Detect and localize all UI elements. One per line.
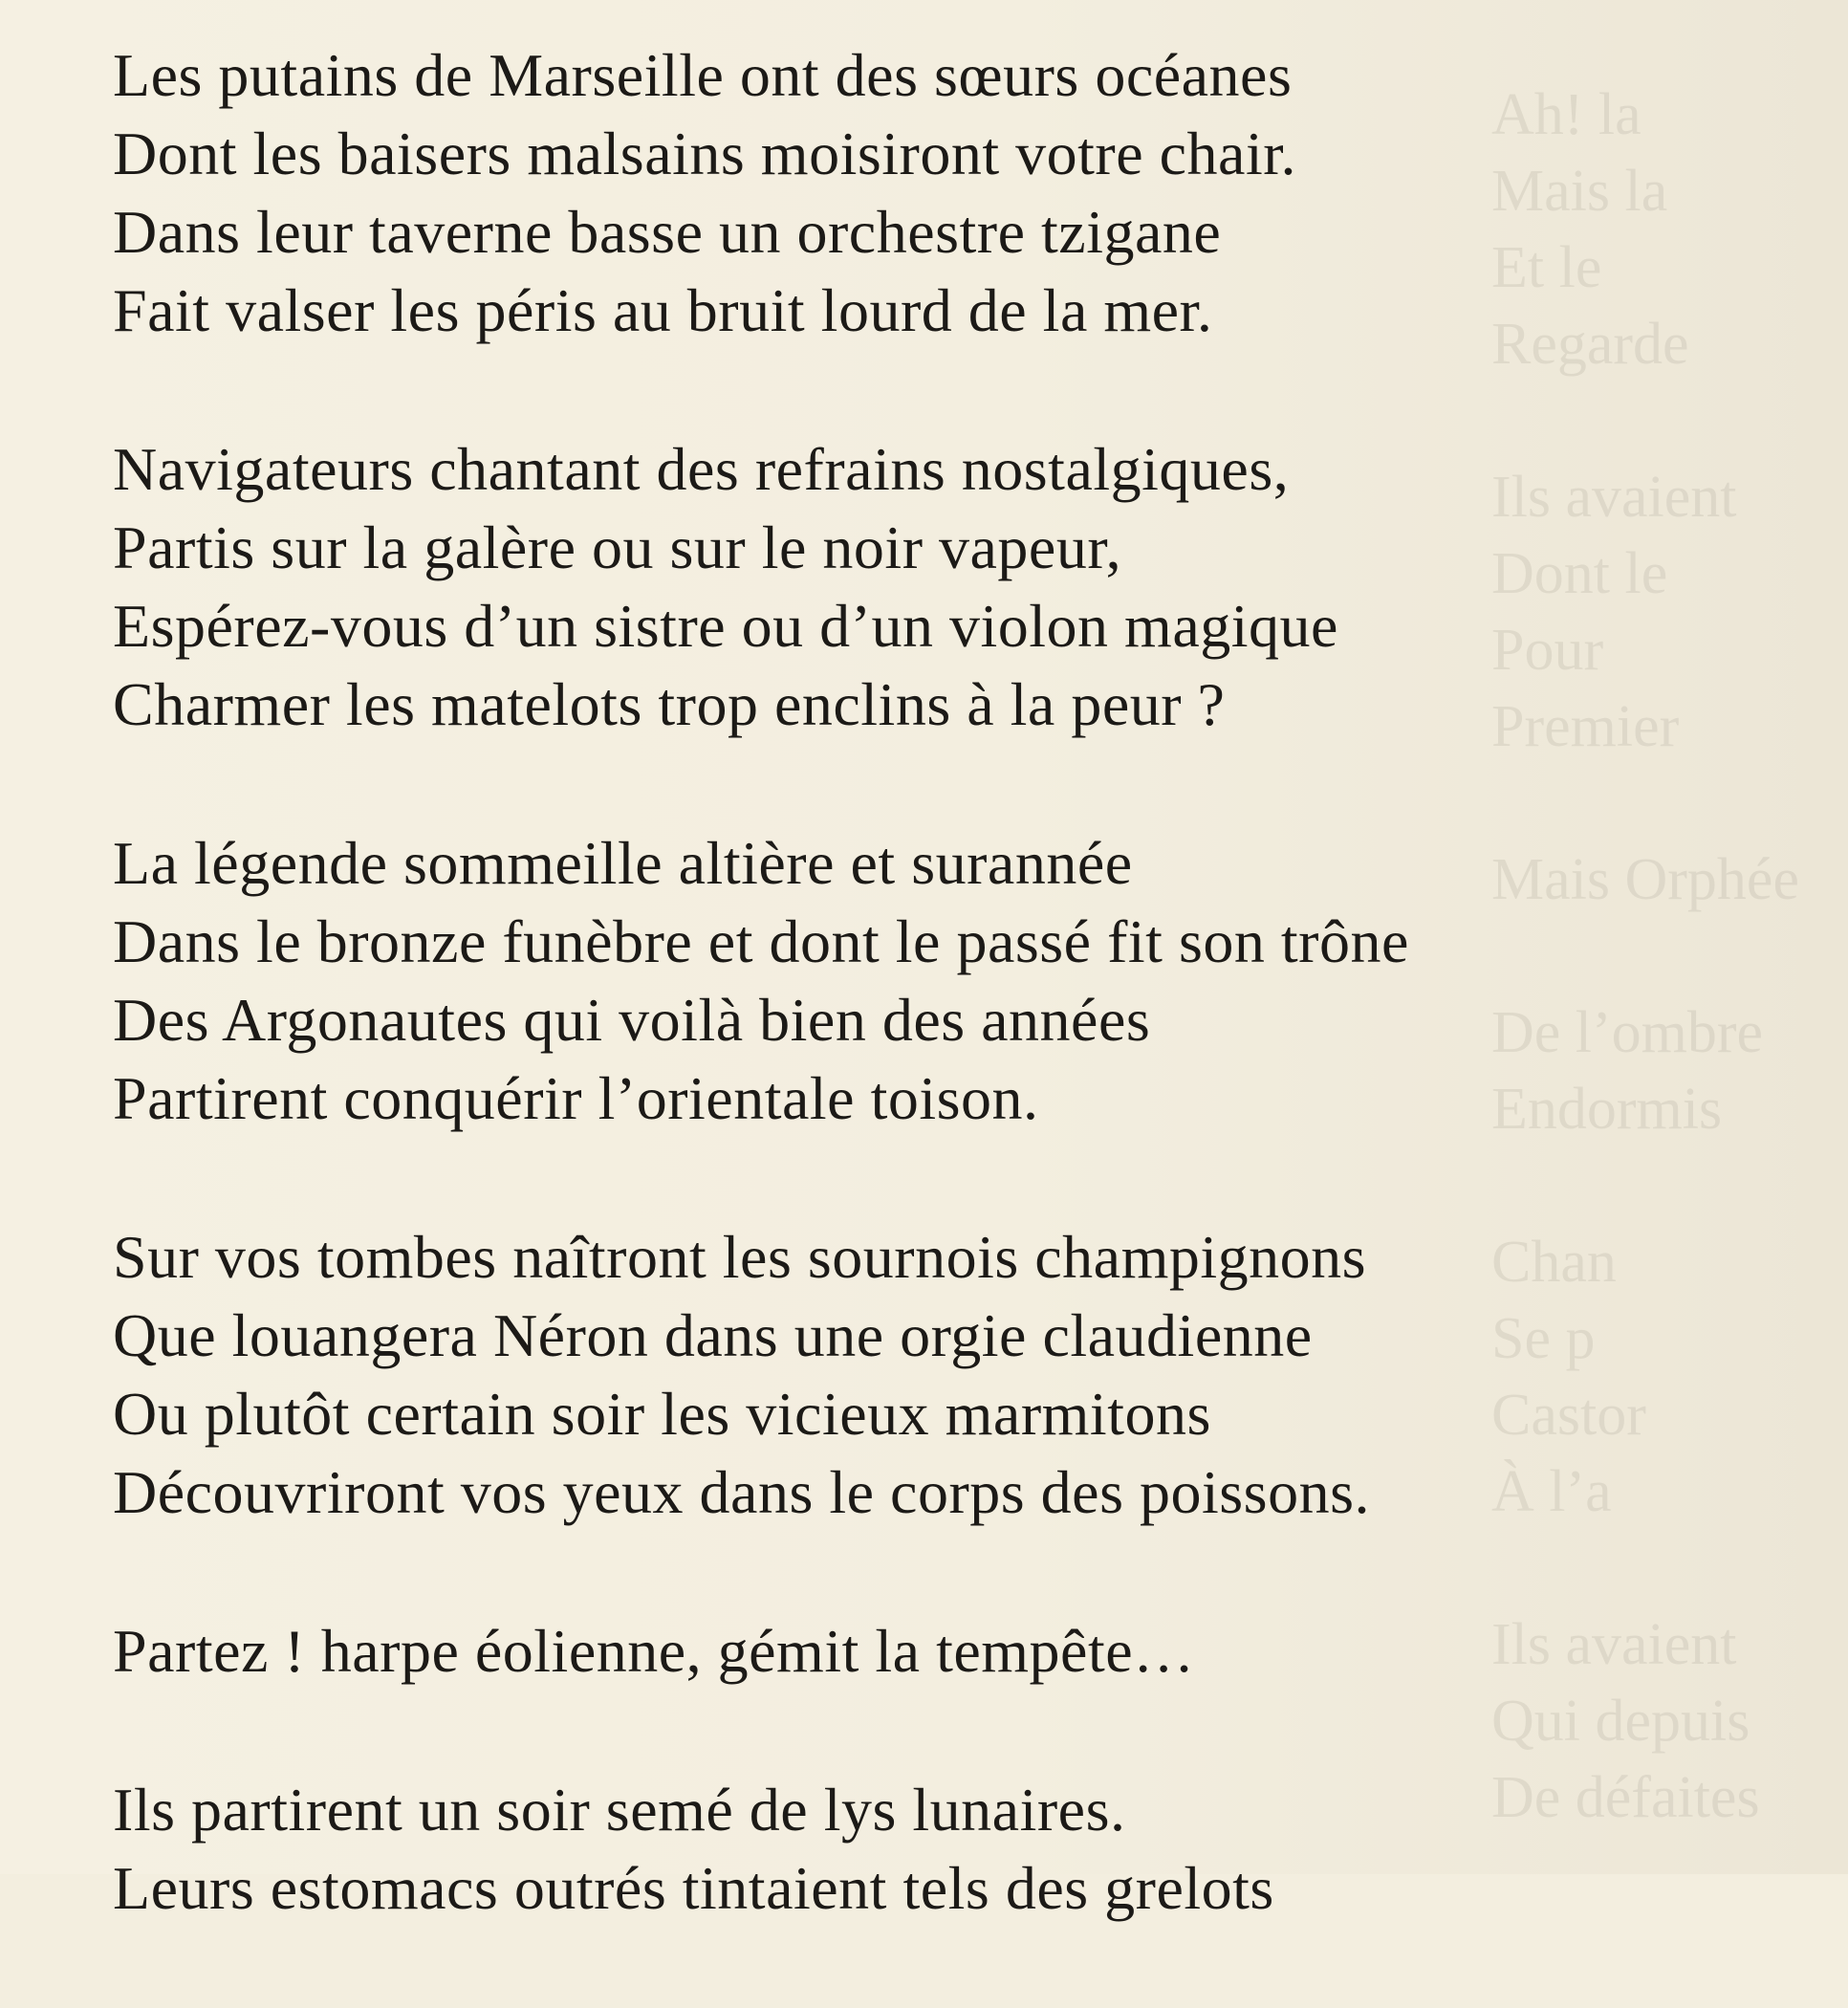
verse-line: Sur vos tombes naîtront les sournois champignons <box>113 1223 1367 1291</box>
verse-line: Partis sur la galère ou sur le noir vapeur, <box>113 513 1122 581</box>
stanza-3 <box>113 824 1834 1138</box>
verse-line: Partirent conquérir l’orientale toison. <box>113 1064 1039 1132</box>
verse-line: Ou plutôt certain soir les vicieux marmitons <box>113 1380 1211 1448</box>
verse-line: Découvriront vos yeux dans le corps des poissons. <box>113 1458 1370 1526</box>
stanza-1 <box>113 36 1834 350</box>
verse-line: Espérez-vous d’un sistre ou d’un violon magique <box>113 592 1338 660</box>
stanza-2 <box>113 430 1834 744</box>
verse-line: Que louangera Néron dans une orgie claudienne <box>113 1301 1313 1369</box>
verse-line: Dans le bronze funèbre et dont le passé fit son trône <box>113 907 1409 975</box>
verse-line: Navigateurs chantant des refrains nostalgiques, <box>113 435 1290 503</box>
verse-line: La légende sommeille altière et surannée <box>113 829 1133 897</box>
poem-text <box>113 36 1834 2008</box>
stanza-5 <box>113 1612 1834 1691</box>
verse-line: Des Argonautes qui voilà bien des années <box>113 986 1151 1054</box>
stanza-6 <box>113 1771 1834 1928</box>
facing-page-bleed-through: Ah! la Mais la Et le Regarde Ils avaient Dont le Pour Premier Mais Orphée De l’ombre Endormis Chan Se p Castor À l’a Ils avaient Qui depuis De défaites <box>1491 82 1799 1830</box>
verse-line: Fait valser les péris au bruit lourd de la mer. <box>113 276 1213 344</box>
verse-line: Ils partirent un soir semé de lys lunaires. <box>113 1776 1126 1844</box>
verse-line: Les putains de Marseille ont des sœurs océanes <box>113 41 1293 109</box>
stanza-4 <box>113 1218 1834 1532</box>
verse-line: Partez ! harpe éolienne, gémit la tempête… <box>113 1617 1195 1685</box>
verse-line: Leurs estomacs outrés tintaient tels des grelots <box>113 1854 1274 1922</box>
verse-line: Dont les baisers malsains moisiront votre chair. <box>113 120 1296 187</box>
verse-line: Charmer les matelots trop enclins à la peur ? <box>113 670 1226 738</box>
verse-line: Dans leur taverne basse un orchestre tzigane <box>113 198 1222 266</box>
